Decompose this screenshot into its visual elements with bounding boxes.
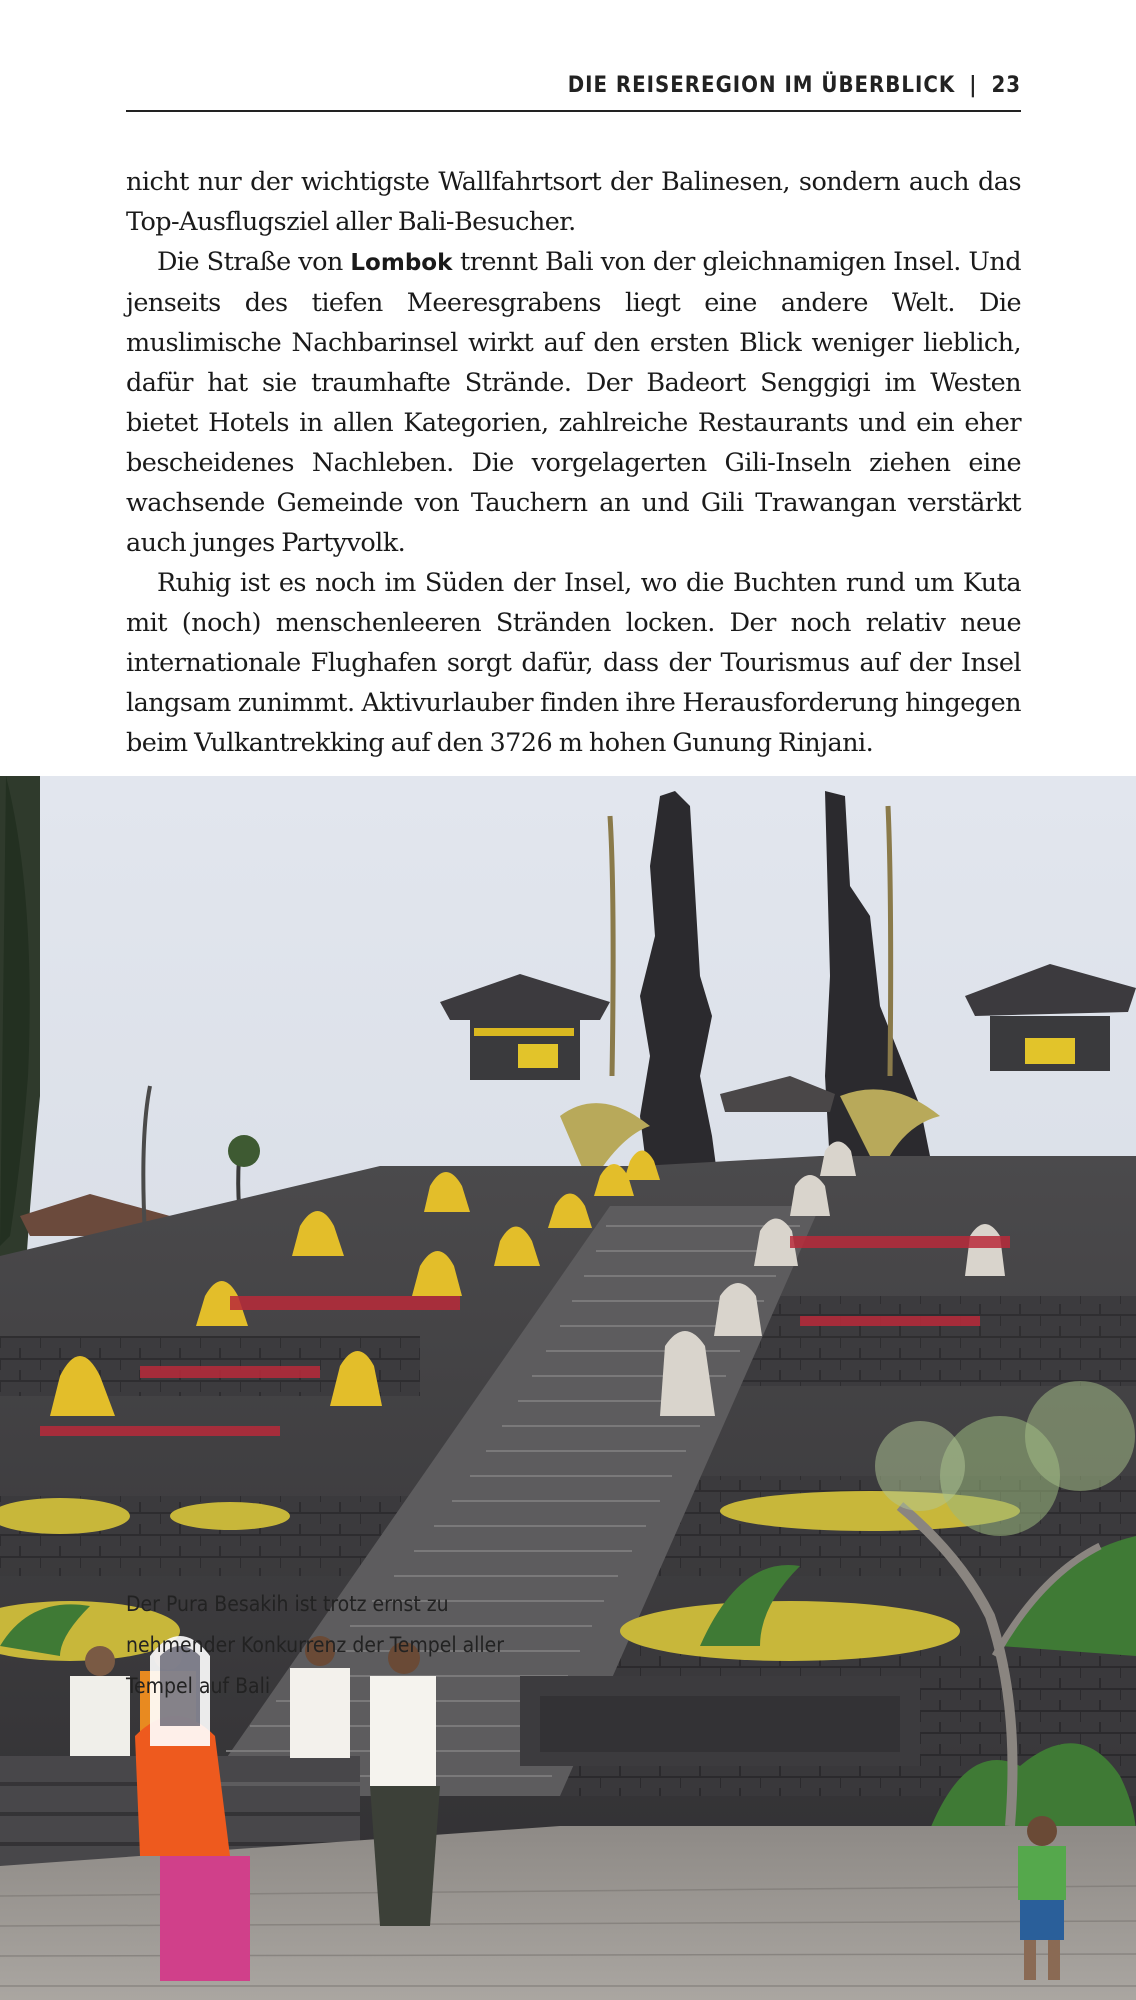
paragraph-2: [126, 242, 1021, 563]
body-text: [126, 162, 1021, 763]
paragraph-3: Ruhig ist es noch im Süden der Insel, wo die Buchten rund um Kuta mit (noch) menschenleeren Stränden locken. Der noch relativ neue internationale Flughafen sorgt dafür, dass der Tourismus auf der Insel langsam zunimmt. Aktivurlauber finden ihre Herausforderung hingegen beim Vulkantrekking auf den 3726 m hohen Gunung Rinjani.: [126, 568, 1021, 758]
running-head: [126, 70, 1021, 112]
temple-photo: [0, 776, 1136, 2000]
paragraph-2-lead: Die Straße von: [157, 247, 351, 277]
paragraph-1: nicht nur der wichtigste Wallfahrtsort der Balinesen, sondern auch das Top-Ausflugsziel aller Bali-Besucher.: [126, 167, 1021, 237]
photo-caption: Der Pura Besakih ist trotz ernst zu nehmender Konkurrenz der Tempel aller Tempel auf Bali: [126, 1592, 505, 1698]
place-keyword: Lombok: [350, 250, 453, 276]
page-number: 23: [991, 73, 1021, 98]
paragraph-2-rest: trennt Bali von der gleichnamigen Insel. Und jenseits des tiefen Meeresgrabens liegt eine andere Welt. Die muslimische Nachbarinsel wirkt auf den ersten Blick weniger lieblich, dafür hat sie traumhafte Strände. Der Badeort Senggigi im Westen bietet Hotels in allen Kategorien, zahlreiche Restaurants und ein eher bescheidenes Nachleben. Die vorgelagerten Gili-Inseln ziehen eine wachsende Gemeinde von Tauchern an und Gili Trawangan verstärkt auch junges Partyvolk.: [126, 247, 1021, 558]
header-separator: |: [969, 73, 978, 98]
section-title: DIE REISEREGION IM ÜBERBLICK: [567, 73, 956, 98]
temple-illustration: [0, 776, 1136, 2000]
